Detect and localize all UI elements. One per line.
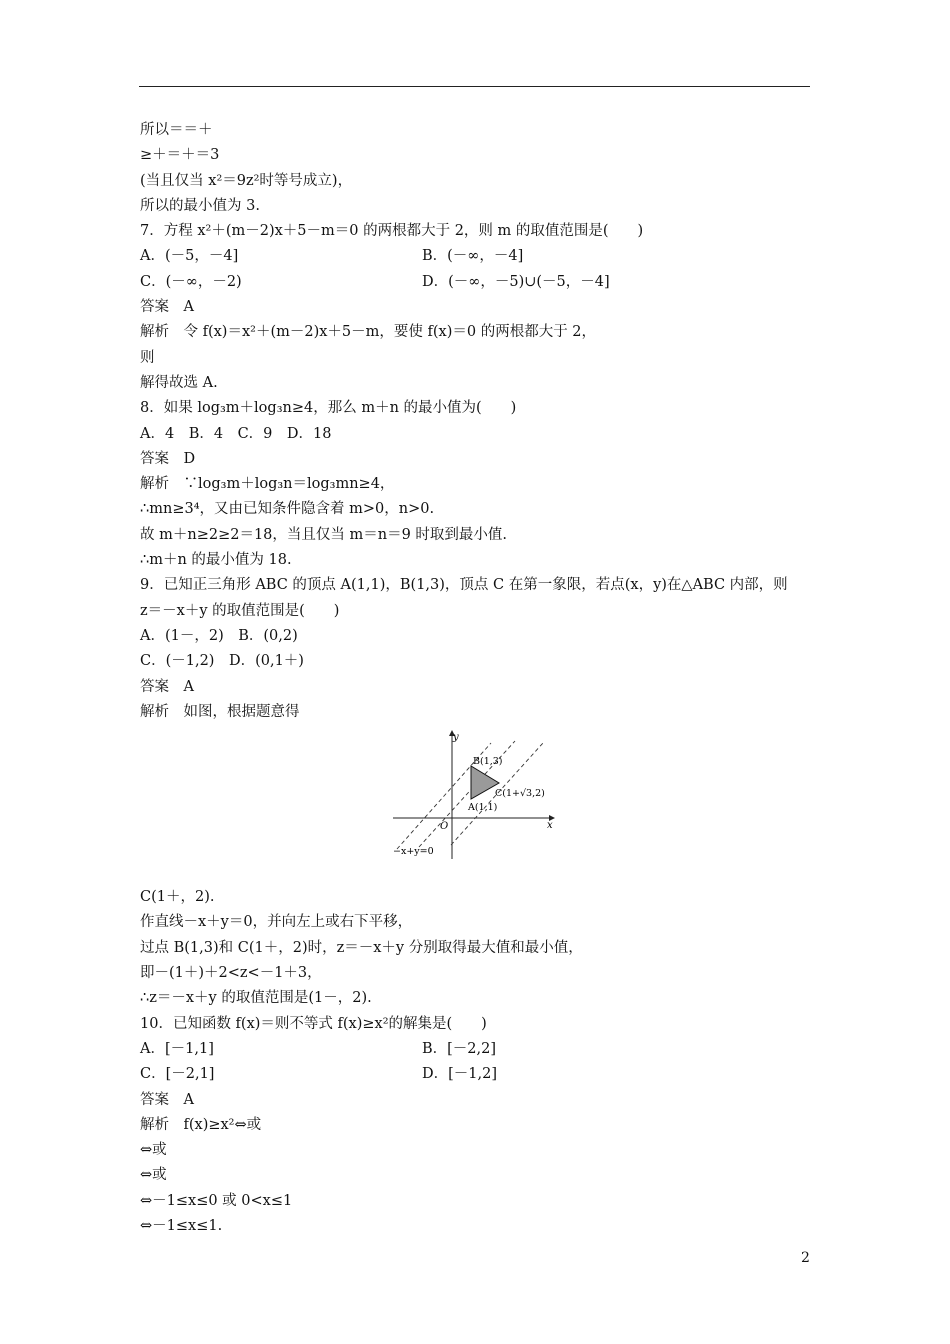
options-row (140, 244, 820, 269)
analysis: 解析 如图，根据题意得 (140, 703, 300, 720)
text-line: ≥＋＝＋＝3 (140, 147, 220, 164)
options-row: A．4 B．4 C．9 D．18 (140, 425, 332, 442)
text-line: ⇔－1≤x≤1. (140, 1217, 223, 1234)
options-row (140, 1037, 820, 1062)
y-label: y (453, 732, 459, 744)
text-line: ⇔－1≤x≤0 或 0<x≤1 (140, 1192, 293, 1209)
text-line: 所以的最小值为 3. (140, 197, 260, 214)
text-line: ⇔或 (140, 1167, 167, 1184)
options-row: C．(－1,2) D．(0,1＋) (140, 653, 304, 670)
line-label: −x+y=0 (393, 846, 434, 858)
text-line: 则 (140, 349, 155, 366)
options-row (140, 1062, 820, 1087)
option-a: A．[－1,1] (140, 1040, 214, 1057)
header-rule (139, 86, 810, 87)
text-line: 解得故选 A. (140, 374, 218, 391)
question-9: 9．已知正三角形 ABC 的顶点 A(1,1)，B(1,3)，顶点 C 在第一象限，若点(x，y)在△ABC 内部，则 (140, 577, 788, 594)
text-line: 故 m＋n≥2≥2＝18，当且仅当 m＝n＝9 时取到最小值. (140, 526, 508, 543)
text-line: 即－(1＋)＋2<z<－1＋3， (140, 965, 322, 982)
text-line: ∴m＋n 的最小值为 18. (140, 552, 292, 569)
option-c: C．(－∞，－2) (140, 273, 242, 290)
option-d: D．(－∞，－5)∪(－5，－4] (422, 273, 610, 290)
origin-label: O (440, 821, 449, 833)
page-number: 2 (801, 1250, 810, 1266)
text-line: C(1＋，2). (140, 889, 215, 906)
analysis: 解析 f(x)≥x²⇔或 (140, 1116, 262, 1133)
x-label: x (547, 820, 553, 832)
options-row (140, 270, 820, 295)
options-row: A．(1－，2) B．(0,2) (140, 627, 298, 644)
option-b: B．[－2,2] (422, 1040, 497, 1057)
text-line: ⇔或 (140, 1142, 167, 1159)
text-line: 过点 B(1,3)和 C(1＋，2)时，z＝－x＋y 分别取得最大值和最小值， (140, 939, 583, 956)
text-line: 所以＝＝＋ (140, 122, 213, 138)
answer: 答案 A (140, 299, 194, 316)
text-line: 作直线－x＋y＝0，并向左上或右下平移， (140, 914, 413, 931)
point-b-label: B(1,3) (473, 756, 503, 768)
option-c: C．[－2,1] (140, 1066, 215, 1083)
point-c-label: C(1+√3,2) (495, 788, 545, 800)
option-d: D．[－1,2] (422, 1066, 497, 1083)
coordinate-figure (389, 727, 559, 865)
analysis: 解析 令 f(x)＝x²＋(m－2)x＋5－m，要使 f(x)＝0 的两根都大于 2， (140, 324, 597, 341)
text-line: ∴z＝－x＋y 的取值范围是(1－，2). (140, 990, 372, 1007)
text-line: z＝－x＋y 的取值范围是( ) (140, 602, 340, 619)
point-a-label: A(1,1) (468, 802, 498, 814)
answer: 答案 A (140, 678, 194, 695)
figure-area (140, 725, 820, 885)
analysis: 解析 ∵log₃m＋log₃n＝log₃mn≥4， (140, 476, 395, 493)
option-a: A．(－5，－4] (140, 248, 239, 265)
text-line: ∴mn≥3⁴，又由已知条件隐含着 m>0，n>0. (140, 501, 435, 518)
question-10: 10．已知函数 f(x)＝则不等式 f(x)≥x²的解集是( ) (140, 1015, 487, 1032)
answer: 答案 D (140, 450, 196, 467)
answer: 答案 A (140, 1091, 194, 1108)
text-line: (当且仅当 x²＝9z²时等号成立)， (140, 172, 353, 189)
option-b: B．(－∞，－4] (422, 248, 524, 265)
question-8: 8．如果 log₃m＋log₃n≥4，那么 m＋n 的最小值为( ) (140, 400, 517, 417)
question-7: 7．方程 x²＋(m－2)x＋5－m＝0 的两根都大于 2，则 m 的取值范围是( ) (140, 223, 644, 240)
document-body (140, 118, 820, 1239)
